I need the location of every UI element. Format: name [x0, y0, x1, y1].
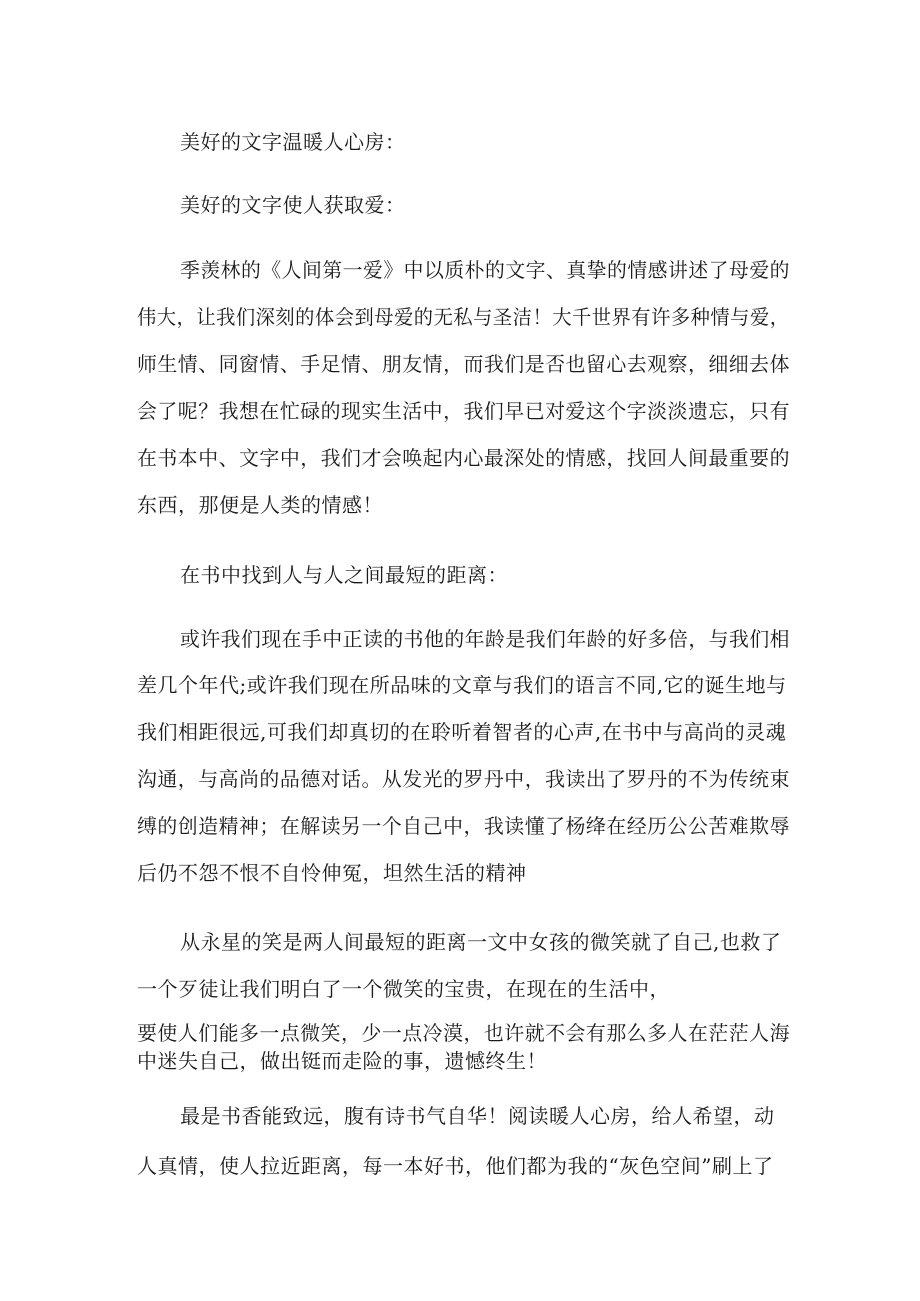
- paragraph-line: 一个歹徒让我们明白了一个微笑的宝贵，在现在的生活中，: [137, 977, 670, 1001]
- paragraph-line: 从永星的笑是两人间最短的距离一文中女孩的微笑就了自己,也救了: [180, 930, 782, 954]
- paragraph-line: 缚的创造精神；在解读另一个自己中，我读懂了杨绛在经历公公苦难欺辱: [137, 814, 790, 838]
- paragraph-line: 最是书香能致远，腹有诗书气自华！阅读暖人心房，给人希望，动: [180, 1104, 775, 1128]
- paragraph-line: 中迷失自己，做出铤而走险的事，遗憾终生！: [137, 1049, 547, 1073]
- heading-shortest-distance: 在书中找到人与人之间最短的距离：: [180, 563, 508, 587]
- paragraph-line: 师生情、同窗情、手足情、朋友情，而我们是否也留心去观察，细细去体: [137, 352, 790, 376]
- paragraph-line: 东西，那便是人类的情感！: [137, 493, 383, 517]
- paragraph-line: 要使人们能多一点微笑，少一点冷漠，也许就不会有那么多人在茫茫人海: [137, 1021, 790, 1045]
- paragraph-line: 季羡林的《人间第一爱》中以质朴的文字、真挚的情感讲述了母爱的: [180, 258, 791, 282]
- heading-warm-heart: 美好的文字温暖人心房：: [180, 130, 406, 154]
- paragraph-line: 会了呢？我想在忙碌的现实生活中，我们早已对爱这个字淡淡遗忘，只有: [137, 399, 790, 423]
- paragraph-line: 我们相距很远,可我们却真切的在聆听着智者的心声,在书中与高尚的灵魂: [137, 720, 787, 744]
- paragraph-line: 伟大，让我们深刻的体会到母爱的无私与圣洁！大千世界有许多种情与爱，: [137, 305, 790, 329]
- paragraph-line: 差几个年代;或许我们现在所品味的文章与我们的语言不同,它的诞生地与: [137, 673, 787, 697]
- heading-gain-love: 美好的文字使人获取爱：: [180, 193, 406, 217]
- paragraph-line: 或许我们现在手中正读的书他的年龄是我们年龄的好多倍，与我们相: [180, 627, 791, 651]
- paragraph-line: 后仍不怨不恨不自怜伸冤，坦然生活的精神: [137, 861, 527, 885]
- paragraph-line: 在书本中、文字中，我们才会唤起内心最深处的情感，找回人间最重要的: [137, 446, 790, 470]
- paragraph-line: 人真情，使人拉近距离，每一本好书，他们都为我的“灰色空间”刷上了: [137, 1154, 774, 1178]
- paragraph-line: 沟通，与高尚的品德对话。从发光的罗丹中，我读出了罗丹的不为传统束: [137, 767, 790, 791]
